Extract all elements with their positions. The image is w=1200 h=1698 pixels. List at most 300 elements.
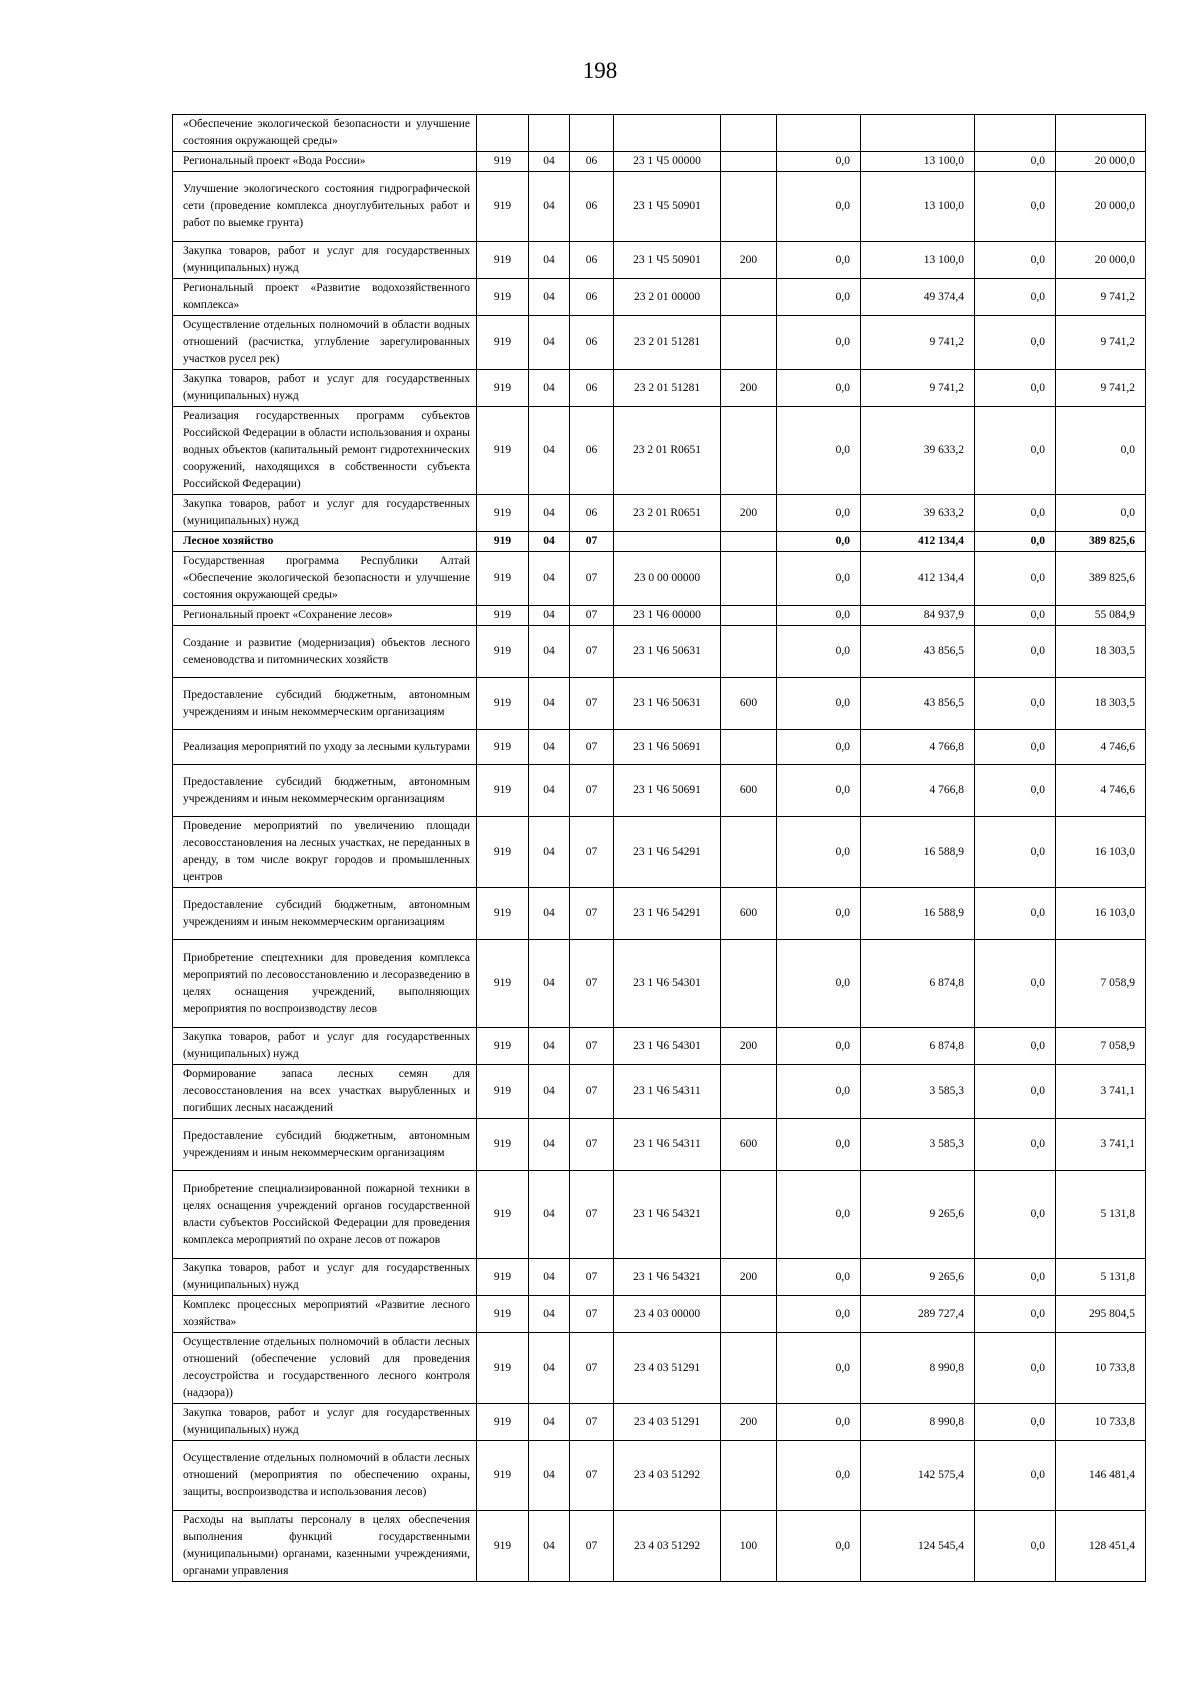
amount-4-cell: 4 746,6 [1056, 730, 1146, 765]
amount-4-cell: 7 058,9 [1056, 1028, 1146, 1065]
section-code-cell: 04 [529, 888, 570, 940]
table-row [173, 1296, 1146, 1333]
amount-3-cell: 0,0 [975, 626, 1056, 678]
target-article-cell: 23 1 Ч5 00000 [614, 152, 721, 172]
amount-2-cell: 43 856,5 [861, 678, 975, 730]
admin-code-cell: 919 [477, 532, 529, 552]
admin-code-cell: 919 [477, 1028, 529, 1065]
table-row [173, 1171, 1146, 1259]
amount-2-cell: 8 990,8 [861, 1404, 975, 1441]
amount-2-cell: 16 588,9 [861, 817, 975, 888]
admin-code-cell: 919 [477, 172, 529, 242]
admin-code-cell: 919 [477, 279, 529, 316]
section-code-cell: 04 [529, 370, 570, 407]
expense-type-cell [721, 730, 777, 765]
row-name-cell: Предоставление субсидий бюджетным, автономным учреждениям и иным некоммерческим организациям [173, 765, 477, 817]
subsection-code-cell: 07 [570, 552, 614, 606]
amount-4-cell: 9 741,2 [1056, 279, 1146, 316]
section-code-cell: 04 [529, 242, 570, 279]
amount-3-cell: 0,0 [975, 888, 1056, 940]
amount-2-cell [861, 115, 975, 152]
section-code-cell: 04 [529, 172, 570, 242]
table-row [173, 1404, 1146, 1441]
amount-3-cell: 0,0 [975, 730, 1056, 765]
row-name-cell: Закупка товаров, работ и услуг для государственных (муниципальных) нужд [173, 495, 477, 532]
table-row [173, 606, 1146, 626]
row-name-cell: Создание и развитие (модернизация) объектов лесного семеноводства и питомнических хозяйств [173, 626, 477, 678]
amount-2-cell: 13 100,0 [861, 152, 975, 172]
admin-code-cell: 919 [477, 606, 529, 626]
amount-4-cell: 4 746,6 [1056, 765, 1146, 817]
table-row [173, 1333, 1146, 1404]
amount-3-cell: 0,0 [975, 407, 1056, 495]
admin-code-cell: 919 [477, 817, 529, 888]
amount-2-cell: 6 874,8 [861, 940, 975, 1028]
section-code-cell [529, 115, 570, 152]
amount-3-cell: 0,0 [975, 552, 1056, 606]
table-row [173, 532, 1146, 552]
amount-4-cell: 128 451,4 [1056, 1511, 1146, 1582]
row-name-cell: Реализация государственных программ субъектов Российской Федерации в области использования и охраны водных объектов (капитальный ремонт гидротехнических сооружений, находящихся в собственности субъекта Российской Федерации) [173, 407, 477, 495]
amount-1-cell [777, 115, 861, 152]
row-name-cell: Проведение мероприятий по увеличению площади лесовосстановления на лесных участках, не переданных в аренду, в том числе вокруг городов и промышленных центров [173, 817, 477, 888]
admin-code-cell: 919 [477, 1296, 529, 1333]
row-name-cell: Предоставление субсидий бюджетным, автономным учреждениям и иным некоммерческим организациям [173, 678, 477, 730]
amount-3-cell: 0,0 [975, 172, 1056, 242]
target-article-cell: 23 4 03 51291 [614, 1333, 721, 1404]
row-name-cell: Улучшение экологического состояния гидрографической сети (проведение комплекса дноуглубительных работ и работ по выемке грунта) [173, 172, 477, 242]
expense-type-cell: 200 [721, 1404, 777, 1441]
expense-type-cell: 200 [721, 1259, 777, 1296]
section-code-cell: 04 [529, 817, 570, 888]
amount-3-cell [975, 115, 1056, 152]
admin-code-cell: 919 [477, 1119, 529, 1171]
subsection-code-cell: 07 [570, 888, 614, 940]
expense-type-cell: 600 [721, 888, 777, 940]
amount-3-cell: 0,0 [975, 532, 1056, 552]
subsection-code-cell: 07 [570, 1404, 614, 1441]
admin-code-cell: 919 [477, 888, 529, 940]
amount-2-cell: 9 265,6 [861, 1259, 975, 1296]
admin-code-cell: 919 [477, 152, 529, 172]
expense-type-cell [721, 1441, 777, 1511]
subsection-code-cell: 07 [570, 678, 614, 730]
target-article-cell: 23 4 03 00000 [614, 1296, 721, 1333]
target-article-cell: 23 1 Ч5 50901 [614, 172, 721, 242]
expense-type-cell: 200 [721, 1028, 777, 1065]
amount-1-cell: 0,0 [777, 152, 861, 172]
table-row [173, 1441, 1146, 1511]
table-row [173, 940, 1146, 1028]
amount-4-cell: 20 000,0 [1056, 152, 1146, 172]
amount-2-cell: 9 741,2 [861, 370, 975, 407]
table-row [173, 1065, 1146, 1119]
amount-2-cell: 39 633,2 [861, 495, 975, 532]
subsection-code-cell: 07 [570, 1333, 614, 1404]
row-name-cell: Закупка товаров, работ и услуг для государственных (муниципальных) нужд [173, 242, 477, 279]
table-row [173, 730, 1146, 765]
expense-type-cell [721, 152, 777, 172]
table-row [173, 626, 1146, 678]
amount-3-cell: 0,0 [975, 1333, 1056, 1404]
section-code-cell: 04 [529, 626, 570, 678]
amount-2-cell: 43 856,5 [861, 626, 975, 678]
amount-2-cell: 49 374,4 [861, 279, 975, 316]
target-article-cell: 23 1 Ч5 50901 [614, 242, 721, 279]
amount-3-cell: 0,0 [975, 1296, 1056, 1333]
subsection-code-cell: 07 [570, 765, 614, 817]
row-name-cell: Осуществление отдельных полномочий в области водных отношений (расчистка, углубление зарегулированных участков русел рек) [173, 316, 477, 370]
table-row [173, 279, 1146, 316]
admin-code-cell: 919 [477, 552, 529, 606]
expense-type-cell: 600 [721, 1119, 777, 1171]
amount-4-cell: 5 131,8 [1056, 1171, 1146, 1259]
amount-4-cell: 3 741,1 [1056, 1065, 1146, 1119]
section-code-cell: 04 [529, 1171, 570, 1259]
target-article-cell: 23 1 Ч6 54291 [614, 888, 721, 940]
target-article-cell: 23 0 00 00000 [614, 552, 721, 606]
amount-4-cell: 20 000,0 [1056, 242, 1146, 279]
amount-4-cell: 3 741,1 [1056, 1119, 1146, 1171]
amount-4-cell: 16 103,0 [1056, 817, 1146, 888]
amount-1-cell: 0,0 [777, 1511, 861, 1582]
subsection-code-cell: 07 [570, 1171, 614, 1259]
section-code-cell: 04 [529, 678, 570, 730]
expense-type-cell [721, 940, 777, 1028]
amount-1-cell: 0,0 [777, 279, 861, 316]
amount-1-cell: 0,0 [777, 940, 861, 1028]
admin-code-cell: 919 [477, 495, 529, 532]
expense-type-cell [721, 316, 777, 370]
amount-1-cell: 0,0 [777, 888, 861, 940]
amount-1-cell: 0,0 [777, 370, 861, 407]
expense-type-cell [721, 817, 777, 888]
admin-code-cell: 919 [477, 1333, 529, 1404]
section-code-cell: 04 [529, 1296, 570, 1333]
subsection-code-cell: 06 [570, 242, 614, 279]
amount-1-cell: 0,0 [777, 552, 861, 606]
target-article-cell: 23 2 01 51281 [614, 316, 721, 370]
section-code-cell: 04 [529, 765, 570, 817]
subsection-code-cell: 06 [570, 495, 614, 532]
amount-4-cell: 0,0 [1056, 407, 1146, 495]
subsection-code-cell: 06 [570, 370, 614, 407]
amount-2-cell: 6 874,8 [861, 1028, 975, 1065]
section-code-cell: 04 [529, 316, 570, 370]
row-name-cell: Предоставление субсидий бюджетным, автономным учреждениям и иным некоммерческим организациям [173, 888, 477, 940]
subsection-code-cell: 07 [570, 1065, 614, 1119]
expense-type-cell: 200 [721, 242, 777, 279]
subsection-code-cell: 07 [570, 1511, 614, 1582]
admin-code-cell: 919 [477, 1441, 529, 1511]
target-article-cell: 23 1 Ч6 54311 [614, 1119, 721, 1171]
table-row [173, 765, 1146, 817]
amount-3-cell: 0,0 [975, 1028, 1056, 1065]
target-article-cell: 23 1 Ч6 50631 [614, 626, 721, 678]
subsection-code-cell: 07 [570, 606, 614, 626]
row-name-cell: Осуществление отдельных полномочий в области лесных отношений (обеспечение условий для проведения лесоустройства и государственного лесного контроля (надзора)) [173, 1333, 477, 1404]
row-name-cell: Приобретение спецтехники для проведения комплекса мероприятий по лесовосстановлению и лесоразведению в целях оснащения учреждений, выполняющих мероприятия по воспроизводству лесов [173, 940, 477, 1028]
target-article-cell: 23 1 Ч6 54301 [614, 940, 721, 1028]
section-code-cell: 04 [529, 1441, 570, 1511]
target-article-cell: 23 4 03 51291 [614, 1404, 721, 1441]
amount-1-cell: 0,0 [777, 626, 861, 678]
amount-3-cell: 0,0 [975, 817, 1056, 888]
amount-2-cell: 124 545,4 [861, 1511, 975, 1582]
subsection-code-cell: 07 [570, 817, 614, 888]
amount-1-cell: 0,0 [777, 1296, 861, 1333]
subsection-code-cell: 07 [570, 1441, 614, 1511]
amount-1-cell: 0,0 [777, 1441, 861, 1511]
amount-2-cell: 8 990,8 [861, 1333, 975, 1404]
admin-code-cell: 919 [477, 626, 529, 678]
amount-4-cell: 18 303,5 [1056, 626, 1146, 678]
row-name-cell: Региональный проект «Сохранение лесов» [173, 606, 477, 626]
row-name-cell: Комплекс процессных мероприятий «Развитие лесного хозяйства» [173, 1296, 477, 1333]
amount-1-cell: 0,0 [777, 1119, 861, 1171]
section-code-cell: 04 [529, 1511, 570, 1582]
target-article-cell: 23 1 Ч6 54311 [614, 1065, 721, 1119]
row-name-cell: Приобретение специализированной пожарной техники в целях оснащения учреждений органов государственной власти субъектов Российской Федерации для проведения комплекса мероприятий по охране лесов от пожаров [173, 1171, 477, 1259]
subsection-code-cell: 06 [570, 316, 614, 370]
subsection-code-cell: 07 [570, 1028, 614, 1065]
amount-2-cell: 9 741,2 [861, 316, 975, 370]
amount-2-cell: 289 727,4 [861, 1296, 975, 1333]
table-row [173, 407, 1146, 495]
table-row [173, 1119, 1146, 1171]
target-article-cell: 23 1 Ч6 50631 [614, 678, 721, 730]
amount-3-cell: 0,0 [975, 940, 1056, 1028]
row-name-cell: Предоставление субсидий бюджетным, автономным учреждениям и иным некоммерческим организациям [173, 1119, 477, 1171]
target-article-cell: 23 1 Ч6 54301 [614, 1028, 721, 1065]
expense-type-cell [721, 1333, 777, 1404]
section-code-cell: 04 [529, 495, 570, 532]
row-name-cell: Формирование запаса лесных семян для лесовосстановления на всех участках вырубленных и погибших лесных насаждений [173, 1065, 477, 1119]
amount-2-cell: 412 134,4 [861, 532, 975, 552]
target-article-cell: 23 1 Ч6 54291 [614, 817, 721, 888]
expense-type-cell [721, 532, 777, 552]
amount-1-cell: 0,0 [777, 407, 861, 495]
amount-1-cell: 0,0 [777, 316, 861, 370]
table-row [173, 1511, 1146, 1582]
amount-4-cell: 10 733,8 [1056, 1333, 1146, 1404]
table-row [173, 370, 1146, 407]
subsection-code-cell: 07 [570, 730, 614, 765]
expense-type-cell [721, 1171, 777, 1259]
table-row [173, 678, 1146, 730]
table-row [173, 242, 1146, 279]
table-row [173, 495, 1146, 532]
amount-2-cell: 412 134,4 [861, 552, 975, 606]
target-article-cell: 23 2 01 R0651 [614, 407, 721, 495]
target-article-cell [614, 532, 721, 552]
expense-type-cell [721, 115, 777, 152]
section-code-cell: 04 [529, 1333, 570, 1404]
row-name-cell: Реализация мероприятий по уходу за лесными культурами [173, 730, 477, 765]
amount-3-cell: 0,0 [975, 1404, 1056, 1441]
amount-3-cell: 0,0 [975, 1511, 1056, 1582]
target-article-cell: 23 1 Ч6 54321 [614, 1171, 721, 1259]
expense-type-cell [721, 407, 777, 495]
admin-code-cell: 919 [477, 407, 529, 495]
amount-2-cell: 9 265,6 [861, 1171, 975, 1259]
row-name-cell: «Обеспечение экологической безопасности и улучшение состояния окружающей среды» [173, 115, 477, 152]
table-row [173, 1259, 1146, 1296]
subsection-code-cell: 06 [570, 407, 614, 495]
admin-code-cell: 919 [477, 316, 529, 370]
admin-code-cell: 919 [477, 1259, 529, 1296]
amount-4-cell [1056, 115, 1146, 152]
amount-4-cell: 389 825,6 [1056, 532, 1146, 552]
table-row [173, 316, 1146, 370]
amount-2-cell: 3 585,3 [861, 1065, 975, 1119]
section-code-cell: 04 [529, 606, 570, 626]
row-name-cell: Закупка товаров, работ и услуг для государственных (муниципальных) нужд [173, 1404, 477, 1441]
amount-1-cell: 0,0 [777, 1404, 861, 1441]
amount-2-cell: 13 100,0 [861, 172, 975, 242]
amount-4-cell: 7 058,9 [1056, 940, 1146, 1028]
amount-3-cell: 0,0 [975, 1441, 1056, 1511]
subsection-code-cell: 07 [570, 1259, 614, 1296]
expense-type-cell: 200 [721, 370, 777, 407]
expense-type-cell [721, 552, 777, 606]
subsection-code-cell: 07 [570, 940, 614, 1028]
target-article-cell: 23 4 03 51292 [614, 1511, 721, 1582]
amount-3-cell: 0,0 [975, 152, 1056, 172]
amount-2-cell: 13 100,0 [861, 242, 975, 279]
section-code-cell: 04 [529, 1028, 570, 1065]
section-code-cell: 04 [529, 152, 570, 172]
amount-4-cell: 0,0 [1056, 495, 1146, 532]
amount-4-cell: 10 733,8 [1056, 1404, 1146, 1441]
expense-type-cell: 600 [721, 765, 777, 817]
section-code-cell: 04 [529, 552, 570, 606]
amount-4-cell: 9 741,2 [1056, 370, 1146, 407]
amount-1-cell: 0,0 [777, 817, 861, 888]
section-code-cell: 04 [529, 1404, 570, 1441]
table-row [173, 152, 1146, 172]
row-name-cell: Государственная программа Республики Алтай «Обеспечение экологической безопасности и улучшение состояния окружающей среды» [173, 552, 477, 606]
row-name-cell: Закупка товаров, работ и услуг для государственных (муниципальных) нужд [173, 1259, 477, 1296]
admin-code-cell: 919 [477, 242, 529, 279]
amount-1-cell: 0,0 [777, 532, 861, 552]
amount-1-cell: 0,0 [777, 678, 861, 730]
amount-2-cell: 16 588,9 [861, 888, 975, 940]
section-code-cell: 04 [529, 407, 570, 495]
amount-1-cell: 0,0 [777, 495, 861, 532]
amount-4-cell: 18 303,5 [1056, 678, 1146, 730]
amount-3-cell: 0,0 [975, 1171, 1056, 1259]
row-name-cell: Закупка товаров, работ и услуг для государственных (муниципальных) нужд [173, 1028, 477, 1065]
admin-code-cell: 919 [477, 940, 529, 1028]
table-row [173, 1028, 1146, 1065]
expense-type-cell: 600 [721, 678, 777, 730]
row-name-cell: Региональный проект «Развитие водохозяйственного комплекса» [173, 279, 477, 316]
admin-code-cell: 919 [477, 765, 529, 817]
expense-type-cell [721, 606, 777, 626]
amount-3-cell: 0,0 [975, 606, 1056, 626]
subsection-code-cell [570, 115, 614, 152]
amount-1-cell: 0,0 [777, 1171, 861, 1259]
amount-2-cell: 142 575,4 [861, 1441, 975, 1511]
table-row [173, 172, 1146, 242]
amount-4-cell: 9 741,2 [1056, 316, 1146, 370]
subsection-code-cell: 07 [570, 626, 614, 678]
admin-code-cell: 919 [477, 1171, 529, 1259]
budget-table [172, 114, 1146, 1582]
table-row [173, 888, 1146, 940]
admin-code-cell: 919 [477, 1404, 529, 1441]
amount-3-cell: 0,0 [975, 1119, 1056, 1171]
amount-4-cell: 55 084,9 [1056, 606, 1146, 626]
amount-4-cell: 5 131,8 [1056, 1259, 1146, 1296]
amount-2-cell: 84 937,9 [861, 606, 975, 626]
amount-2-cell: 4 766,8 [861, 765, 975, 817]
amount-1-cell: 0,0 [777, 242, 861, 279]
expense-type-cell [721, 1296, 777, 1333]
page-number: 198 [582, 58, 618, 83]
section-code-cell: 04 [529, 1259, 570, 1296]
expense-type-cell [721, 279, 777, 316]
row-name-cell: Лесное хозяйство [173, 532, 477, 552]
admin-code-cell: 919 [477, 678, 529, 730]
target-article-cell: 23 2 01 51281 [614, 370, 721, 407]
amount-2-cell: 3 585,3 [861, 1119, 975, 1171]
expense-type-cell [721, 626, 777, 678]
subsection-code-cell: 07 [570, 1296, 614, 1333]
section-code-cell: 04 [529, 1119, 570, 1171]
admin-code-cell [477, 115, 529, 152]
target-article-cell: 23 2 01 00000 [614, 279, 721, 316]
subsection-code-cell: 06 [570, 172, 614, 242]
amount-2-cell: 39 633,2 [861, 407, 975, 495]
amount-4-cell: 389 825,6 [1056, 552, 1146, 606]
amount-3-cell: 0,0 [975, 279, 1056, 316]
amount-4-cell: 16 103,0 [1056, 888, 1146, 940]
amount-4-cell: 146 481,4 [1056, 1441, 1146, 1511]
admin-code-cell: 919 [477, 730, 529, 765]
amount-3-cell: 0,0 [975, 495, 1056, 532]
target-article-cell: 23 1 Ч6 50691 [614, 765, 721, 817]
target-article-cell: 23 2 01 R0651 [614, 495, 721, 532]
table-row [173, 115, 1146, 152]
target-article-cell [614, 115, 721, 152]
amount-4-cell: 295 804,5 [1056, 1296, 1146, 1333]
amount-1-cell: 0,0 [777, 606, 861, 626]
admin-code-cell: 919 [477, 370, 529, 407]
subsection-code-cell: 07 [570, 532, 614, 552]
amount-1-cell: 0,0 [777, 1259, 861, 1296]
section-code-cell: 04 [529, 940, 570, 1028]
section-code-cell: 04 [529, 730, 570, 765]
amount-4-cell: 20 000,0 [1056, 172, 1146, 242]
subsection-code-cell: 06 [570, 152, 614, 172]
amount-1-cell: 0,0 [777, 1028, 861, 1065]
amount-3-cell: 0,0 [975, 242, 1056, 279]
amount-3-cell: 0,0 [975, 1065, 1056, 1119]
expense-type-cell: 200 [721, 495, 777, 532]
row-name-cell: Закупка товаров, работ и услуг для государственных (муниципальных) нужд [173, 370, 477, 407]
target-article-cell: 23 1 Ч6 54321 [614, 1259, 721, 1296]
amount-1-cell: 0,0 [777, 765, 861, 817]
row-name-cell: Осуществление отдельных полномочий в области лесных отношений (мероприятия по обеспечению охраны, защиты, воспроизводства и использования лесов) [173, 1441, 477, 1511]
section-code-cell: 04 [529, 279, 570, 316]
amount-1-cell: 0,0 [777, 172, 861, 242]
subsection-code-cell: 07 [570, 1119, 614, 1171]
amount-3-cell: 0,0 [975, 316, 1056, 370]
target-article-cell: 23 4 03 51292 [614, 1441, 721, 1511]
expense-type-cell: 100 [721, 1511, 777, 1582]
